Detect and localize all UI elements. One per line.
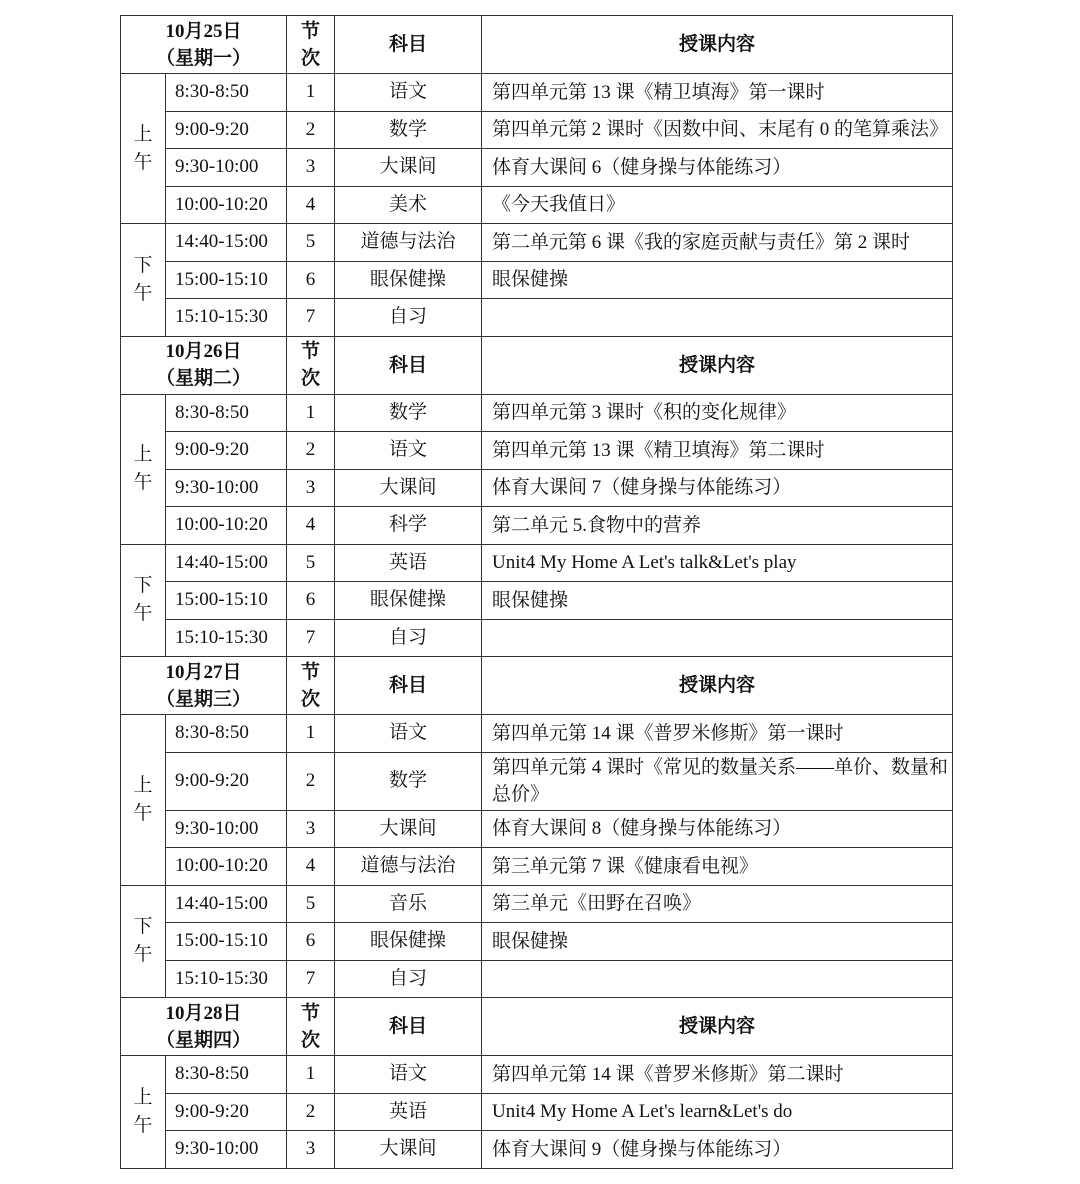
table-row: [121, 111, 953, 149]
subject-cell: 语文: [335, 715, 482, 753]
time-cell: 8:30-8:50: [166, 715, 287, 753]
time-cell: 15:10-15:30: [166, 619, 287, 657]
time-cell: 9:00-9:20: [166, 1093, 287, 1131]
day-date: 10月28日: [165, 1002, 242, 1024]
subject-cell: 数学: [335, 752, 482, 810]
table-row: [121, 848, 953, 886]
period-cell: 4: [287, 507, 335, 545]
day-date: 10月26日: [165, 341, 242, 362]
day-weekday: （星期二）: [156, 368, 252, 389]
subject-cell: 大课间: [335, 810, 482, 848]
table-row: [121, 299, 953, 337]
subject-cell: 美术: [335, 186, 482, 224]
subject-cell: 自习: [335, 299, 482, 337]
period-cell: 1: [287, 74, 335, 112]
content-cell: 第四单元第 13 课《精卫填海》第二课时: [482, 432, 953, 470]
time-cell: 14:40-15:00: [166, 885, 287, 923]
subject-cell: 道德与法治: [335, 224, 482, 262]
content-cell: 体育大课间 6（健身操与体能练习）: [482, 149, 953, 187]
time-cell: 10:00-10:20: [166, 507, 287, 545]
period-cell: 7: [287, 619, 335, 657]
content-cell: 眼保健操: [482, 582, 953, 620]
subject-cell: 英语: [335, 1093, 482, 1131]
time-cell: 15:10-15:30: [166, 960, 287, 998]
table-row: [121, 619, 953, 657]
content-header: 授课内容: [482, 16, 953, 74]
period-cell: 6: [287, 923, 335, 961]
content-cell: 眼保健操: [482, 261, 953, 299]
table-row: [121, 261, 953, 299]
content-cell: 第四单元第 3 课时《积的变化规律》: [482, 394, 953, 432]
subject-cell: 道德与法治: [335, 848, 482, 886]
period-header: 节次: [287, 998, 335, 1056]
content-header: 授课内容: [482, 336, 953, 394]
table-row: [121, 752, 953, 810]
content-cell: 体育大课间 7（健身操与体能练习）: [482, 469, 953, 507]
subject-header: 科目: [335, 16, 482, 74]
time-cell: 10:00-10:20: [166, 186, 287, 224]
table-row: [121, 1131, 953, 1169]
content-cell: 第四单元第 13 课《精卫填海》第一课时: [482, 74, 953, 112]
table-row: [121, 186, 953, 224]
day-date-cell: [121, 657, 287, 715]
period-cell: 3: [287, 810, 335, 848]
content-cell: Unit4 My Home A Let's learn&Let's do: [482, 1093, 953, 1131]
time-cell: 9:30-10:00: [166, 149, 287, 187]
content-cell: 第四单元第 4 课时《常见的数量关系——单价、数量和总价》: [482, 752, 953, 810]
time-cell: 10:00-10:20: [166, 848, 287, 886]
table-row: [121, 885, 953, 923]
time-cell: 14:40-15:00: [166, 544, 287, 582]
session-label: 下午: [121, 544, 166, 657]
period-header: 节次: [287, 16, 335, 74]
time-cell: 9:00-9:20: [166, 432, 287, 470]
period-cell: 2: [287, 111, 335, 149]
period-cell: 5: [287, 544, 335, 582]
period-cell: 3: [287, 149, 335, 187]
table-row: [121, 960, 953, 998]
time-cell: 8:30-8:50: [166, 1056, 287, 1094]
day-header-row: [121, 657, 953, 715]
period-cell: 2: [287, 1093, 335, 1131]
content-cell: 第四单元第 14 课《普罗米修斯》第一课时: [482, 715, 953, 753]
period-header: 节次: [287, 657, 335, 715]
table-row: [121, 715, 953, 753]
time-cell: 9:00-9:20: [166, 752, 287, 810]
time-cell: 9:30-10:00: [166, 469, 287, 507]
schedule-body: [121, 16, 953, 1169]
content-cell: 《今天我值日》: [482, 186, 953, 224]
content-cell: [482, 299, 953, 337]
table-row: [121, 1093, 953, 1131]
table-row: [121, 1056, 953, 1094]
table-row: [121, 923, 953, 961]
period-cell: 2: [287, 752, 335, 810]
period-cell: 3: [287, 469, 335, 507]
content-cell: 第三单元第 7 课《健康看电视》: [482, 848, 953, 886]
table-row: [121, 74, 953, 112]
period-cell: 1: [287, 715, 335, 753]
period-cell: 7: [287, 960, 335, 998]
subject-cell: 语文: [335, 74, 482, 112]
day-date: 10月27日: [165, 661, 242, 683]
time-cell: 15:10-15:30: [166, 299, 287, 337]
period-cell: 5: [287, 885, 335, 923]
day-header-row: [121, 998, 953, 1056]
period-cell: 4: [287, 186, 335, 224]
content-cell: 第二单元 5.食物中的营养: [482, 507, 953, 545]
subject-cell: 大课间: [335, 1131, 482, 1169]
subject-cell: 自习: [335, 619, 482, 657]
period-cell: 3: [287, 1131, 335, 1169]
table-row: [121, 469, 953, 507]
content-cell: 体育大课间 9（健身操与体能练习）: [482, 1131, 953, 1169]
period-header: 节次: [287, 336, 335, 394]
period-cell: 6: [287, 582, 335, 620]
content-cell: 第三单元《田野在召唤》: [482, 885, 953, 923]
time-cell: 9:30-10:00: [166, 1131, 287, 1169]
time-cell: 9:30-10:00: [166, 810, 287, 848]
period-cell: 5: [287, 224, 335, 262]
content-cell: 第二单元第 6 课《我的家庭贡献与责任》第 2 课时: [482, 224, 953, 262]
time-cell: 8:30-8:50: [166, 394, 287, 432]
session-label: 上午: [121, 74, 166, 224]
session-label: 上午: [121, 1056, 166, 1169]
subject-cell: 数学: [335, 394, 482, 432]
content-cell: 体育大课间 8（健身操与体能练习）: [482, 810, 953, 848]
subject-cell: 自习: [335, 960, 482, 998]
table-row: [121, 432, 953, 470]
subject-cell: 大课间: [335, 149, 482, 187]
subject-cell: 英语: [335, 544, 482, 582]
subject-cell: 眼保健操: [335, 923, 482, 961]
day-date-cell: [121, 336, 287, 394]
content-cell: Unit4 My Home A Let's talk&Let's play: [482, 544, 953, 582]
day-date: 10月25日: [165, 20, 242, 42]
content-cell: 眼保健操: [482, 923, 953, 961]
day-header-row: [121, 336, 953, 394]
time-cell: 15:00-15:10: [166, 261, 287, 299]
day-date-cell: [121, 998, 287, 1056]
table-row: [121, 507, 953, 545]
content-cell: 第四单元第 2 课时《因数中间、末尾有 0 的笔算乘法》: [482, 111, 953, 149]
subject-header: 科目: [335, 336, 482, 394]
subject-header: 科目: [335, 657, 482, 715]
table-row: [121, 394, 953, 432]
subject-cell: 语文: [335, 1056, 482, 1094]
schedule-table: [120, 15, 953, 1169]
period-cell: 2: [287, 432, 335, 470]
table-row: [121, 582, 953, 620]
time-cell: 14:40-15:00: [166, 224, 287, 262]
session-label: 上午: [121, 715, 166, 886]
day-weekday: （星期一）: [156, 47, 252, 69]
content-header: 授课内容: [482, 998, 953, 1056]
subject-cell: 科学: [335, 507, 482, 545]
session-label: 上午: [121, 394, 166, 544]
time-cell: 15:00-15:10: [166, 582, 287, 620]
subject-cell: 语文: [335, 432, 482, 470]
time-cell: 8:30-8:50: [166, 74, 287, 112]
period-cell: 6: [287, 261, 335, 299]
subject-header: 科目: [335, 998, 482, 1056]
subject-cell: 眼保健操: [335, 582, 482, 620]
period-cell: 7: [287, 299, 335, 337]
period-cell: 1: [287, 1056, 335, 1094]
subject-cell: 音乐: [335, 885, 482, 923]
period-cell: 1: [287, 394, 335, 432]
session-label: 下午: [121, 885, 166, 998]
subject-cell: 眼保健操: [335, 261, 482, 299]
day-weekday: （星期四）: [156, 1029, 252, 1051]
day-date-cell: [121, 16, 287, 74]
content-cell: 第四单元第 14 课《普罗米修斯》第二课时: [482, 1056, 953, 1094]
time-cell: 15:00-15:10: [166, 923, 287, 961]
subject-cell: 大课间: [335, 469, 482, 507]
table-row: [121, 544, 953, 582]
time-cell: 9:00-9:20: [166, 111, 287, 149]
subject-cell: 数学: [335, 111, 482, 149]
content-cell: [482, 960, 953, 998]
content-header: 授课内容: [482, 657, 953, 715]
period-cell: 4: [287, 848, 335, 886]
session-label: 下午: [121, 224, 166, 337]
day-header-row: [121, 16, 953, 74]
table-row: [121, 224, 953, 262]
table-row: [121, 149, 953, 187]
day-weekday: （星期三）: [156, 688, 252, 710]
table-row: [121, 810, 953, 848]
content-cell: [482, 619, 953, 657]
